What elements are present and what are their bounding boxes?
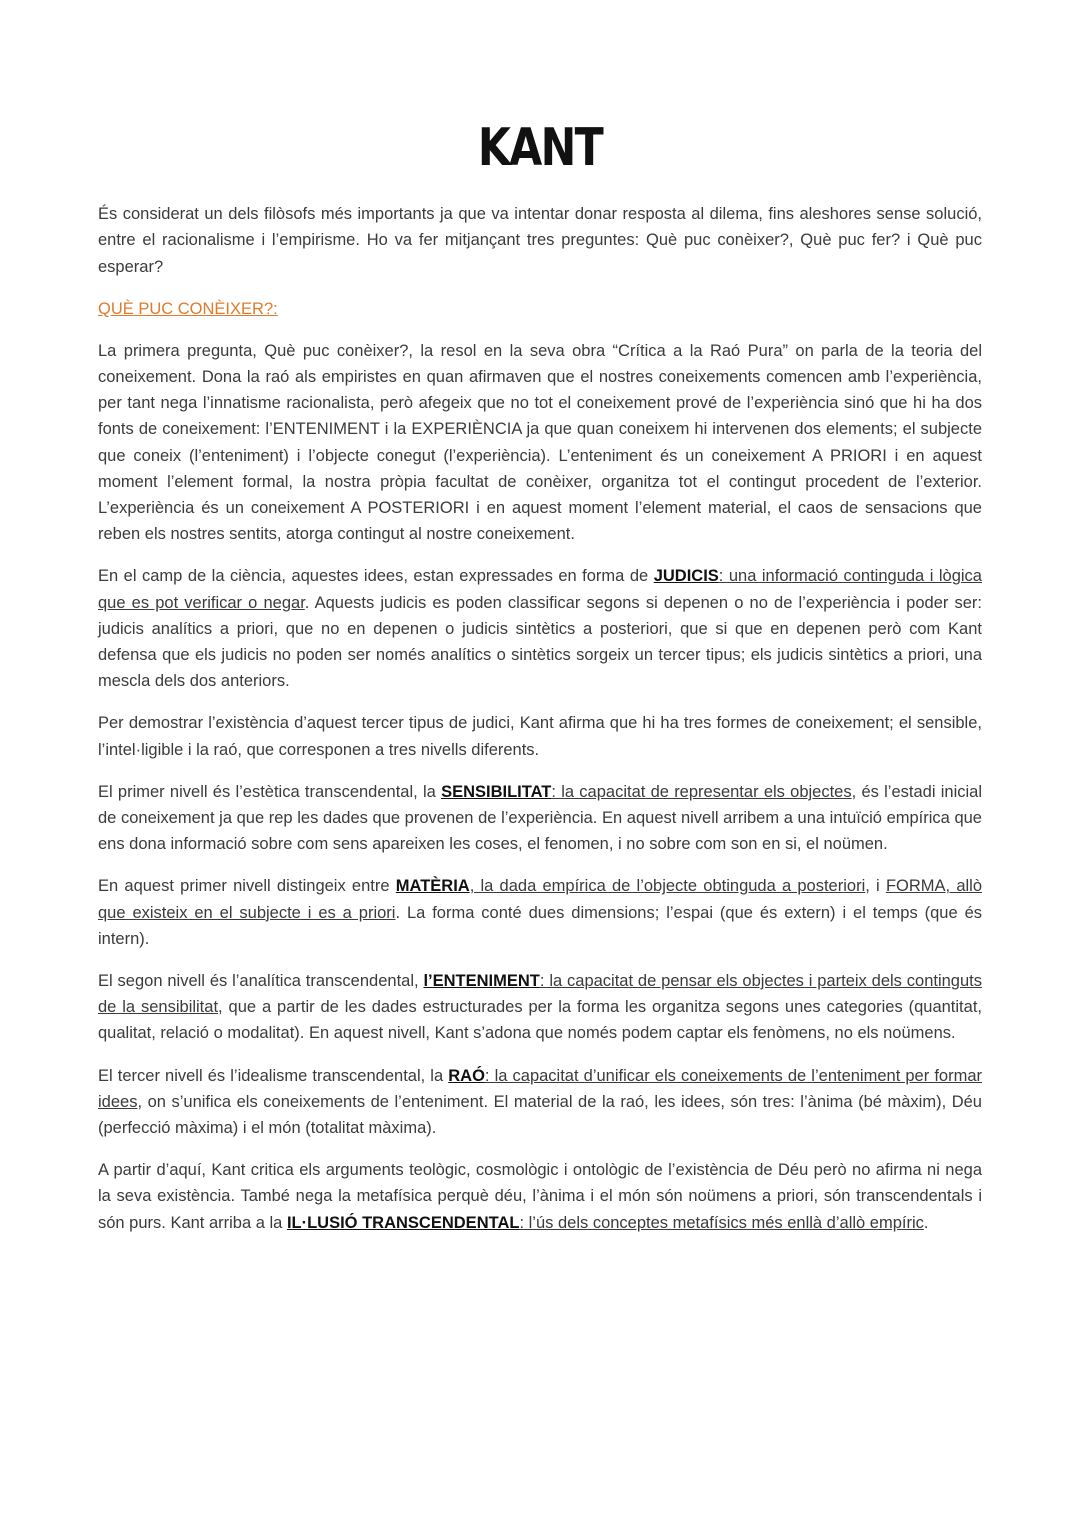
intro-paragraph: És considerat un dels filòsofs més importants ja que va intentar donar resposta al dilema, fins aleshores sense solució, entre el racionalisme i l’empirisme. Ho va fer mitjançant tres preguntes: Què puc conèixer?, Què puc fer? i Què puc esperar? bbox=[98, 205, 982, 276]
section-heading: QUÈ PUC CONÈIXER?: bbox=[98, 299, 278, 318]
paragraph-4 bbox=[98, 779, 982, 858]
p2-text-after: . Aquests judicis es poden classificar segons si depenen o no de l’experiència i poder ser: judicis analítics a priori, que no en depenen o judicis sintètics a posteriori, que si que en depenen però com Kant defensa que els judicis no poden ser només analítics o sintètics sorgeix un tercer tipus; els judicis sintètics a priori, una mescla dels dos anteriors. bbox=[98, 593, 982, 691]
term-enteniment: l’ENTENIMENT bbox=[423, 972, 540, 991]
paragraph-5 bbox=[98, 873, 982, 952]
p5-text-middle: , i bbox=[865, 877, 886, 896]
term-illusio-transcendental: IL·LUSIÓ TRANSCENDENTAL bbox=[286, 1213, 520, 1232]
paragraph-6 bbox=[98, 968, 982, 1047]
definition-rao: : la capacitat d’unificar els coneixements de l’enteniment per formar idees bbox=[98, 1066, 982, 1111]
paragraph-8 bbox=[98, 1157, 982, 1236]
term-rao: RAÓ bbox=[448, 1066, 485, 1085]
term-materia: MATÈRIA bbox=[395, 877, 470, 896]
p8-text-after: . bbox=[923, 1213, 929, 1232]
definition-enteniment: : la capacitat de pensar els objectes i parteix dels continguts de la sensibilitat bbox=[98, 972, 982, 1017]
p7-text-after: , on s’unifica els coneixements de l’enteniment. El material de la raó, les idees, són tres: l’ànima (bé màxim), Déu (perfecció màxima) i el món (totalitat màxima). bbox=[98, 1092, 982, 1138]
p4-text-before: El primer nivell és l’estètica transcendental, la bbox=[98, 782, 442, 801]
p7-text-before: El tercer nivell és l’idealisme transcendental, la bbox=[98, 1066, 449, 1085]
p5-text-after: . La forma conté dues dimensions; l’espai (que és extern) i el temps (que és intern). bbox=[98, 903, 982, 948]
document-page bbox=[98, 120, 982, 1252]
p8-text-before: A partir d’aquí, Kant critica els arguments teològic, cosmològic i ontològic de l’existència de Déu però no afirma ni nega la seva existència. També nega la metafísica perquè déu, l’ànima i el món són noümens a priori, són transcendentals i són purs. Kant arriba a la bbox=[98, 1161, 982, 1232]
definition-illusio-transcendental: : l’ús dels conceptes metafísics més enllà d’allò empíric bbox=[519, 1213, 924, 1232]
page-title: KANT bbox=[477, 118, 603, 178]
paragraph-1: La primera pregunta, Què puc conèixer?, la resol en la seva obra “Crítica a la Raó Pura” on parla de la teoria del coneixement. Dona la raó als empiristes en quan afirmaven que el nostres coneixements comencen amb l’experiència, per tant nega l’innatisme racionalista, però afegeix que no tot el coneixement prové de l’experiència sinó que hi ha dos fonts de coneixement: l’ENTENIMENT i la EXPERIÈNCIA ja que quan coneixem hi intervenen dos elements; el subjecte que coneix (l’enteniment) i l’objecte conegut (l’experiència). L’enteniment és un coneixement A PRIORI i en aquest moment l’element formal, la nostra pròpia facultat de conèixer, organitza tot el contingut procedent de l’exterior. L’experiència és un coneixement A POSTERIORI i en aquest moment l’element material, el caos de sensacions que reben els nostres sentits, atorga contingut al nostre coneixement. bbox=[98, 341, 982, 544]
p4-text-after: , és l’estadi inicial de coneixement ja que rep les dades que provenen de l’experiència. En aquest nivell arribem a una intuïció empírica que ens dona informació sobre com sens apareixen les coses, el fenomen, i no sobre com son en si, el noümen. bbox=[98, 782, 983, 854]
definition-forma: FORMA, allò que existeix en el subjecte i es a priori bbox=[98, 877, 982, 922]
term-judicis: JUDICIS bbox=[653, 567, 719, 586]
paragraph-2 bbox=[98, 563, 982, 694]
paragraph-7 bbox=[98, 1063, 982, 1142]
p2-text-before: En el camp de la ciència, aquestes idees, estan expressades en forma de bbox=[98, 567, 654, 586]
definition-sensibilitat: : la capacitat de representar els objectes bbox=[551, 782, 852, 801]
definition-materia: , la dada empírica de l’objecte obtinguda a posteriori bbox=[469, 877, 866, 896]
p5-text-before: En aquest primer nivell distingeix entre bbox=[98, 877, 396, 896]
paragraph-3: Per demostrar l’existència d’aquest tercer tipus de judici, Kant afirma que hi ha tres formes de coneixement; el sensible, l’intel·ligible i la raó, que corresponen a tres nivells diferents. bbox=[98, 714, 982, 759]
definition-judicis: : una informació continguda i lògica que es pot verificar o negar bbox=[98, 567, 982, 612]
term-sensibilitat: SENSIBILITAT bbox=[441, 782, 552, 801]
p6-text-before: El segon nivell és l’analítica transcendental, bbox=[98, 972, 424, 991]
p6-text-after: , que a partir de les dades estructurades per la forma les organitza segons unes categories (quantitat, qualitat, relació o modalitat). En aquest nivell, Kant s’adona que només podem captar els fenòmens, no els noümens. bbox=[98, 998, 982, 1043]
